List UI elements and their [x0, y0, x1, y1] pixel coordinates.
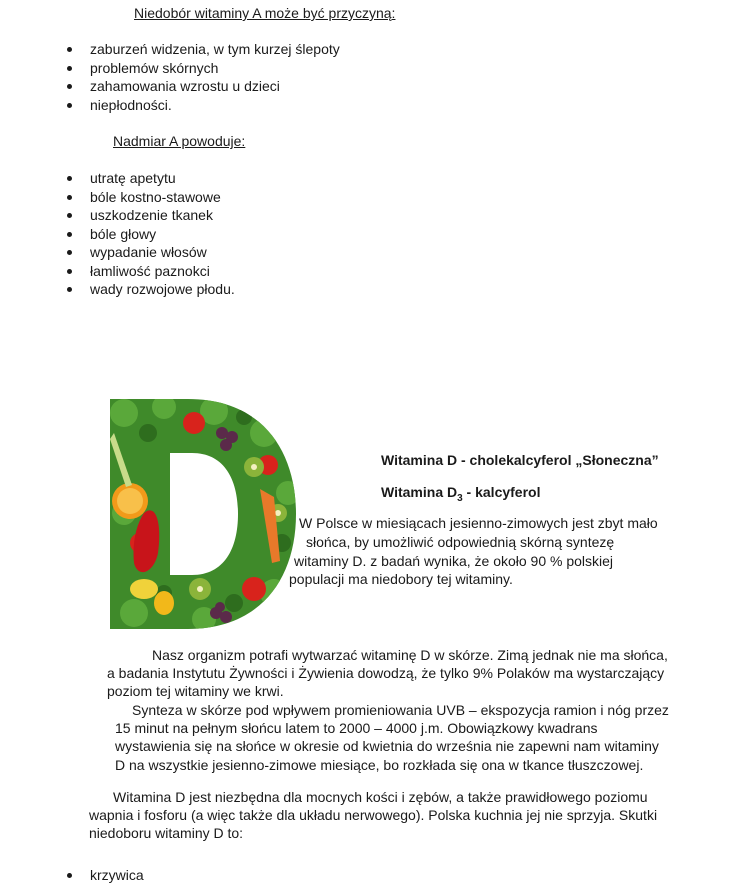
intro-line: populacji ma niedobory tej witaminy. — [289, 571, 513, 587]
vitamin-d3-prefix: Witamina D — [381, 484, 458, 500]
paragraph-line: niedoboru witaminy D to: — [89, 825, 244, 841]
vitamin-d-deficiency-list — [62, 866, 144, 885]
list-item: uszkodzenie tkanek — [62, 206, 235, 225]
list-item: zahamowania wzrostu u dzieci — [62, 77, 340, 96]
vitamin-d3-suffix: - kalcyferol — [462, 484, 541, 500]
list-item: bóle głowy — [62, 225, 235, 244]
vitamin-d3-title — [381, 484, 541, 504]
intro-line: witaminy D. z badań wynika, że około 90 % polskiej — [294, 553, 614, 569]
paragraph-line: wystawienia się na słońce w okresie od kwietnia do września nie zapewni nam witaminy — [115, 738, 659, 754]
vitamin-d3-subscript: 3 — [457, 492, 463, 504]
paragraph-line: poziom tej witaminy we krwi. — [107, 683, 284, 699]
paragraph-line: Nasz organizm potrafi wytwarzać witaminę D w skórze. Zimą jednak nie ma słońca, — [152, 647, 668, 663]
list-item: wypadanie włosów — [62, 243, 235, 262]
list-item: niepłodności. — [62, 96, 340, 115]
list-item: bóle kostno-stawowe — [62, 188, 235, 207]
list-item: problemów skórnych — [62, 59, 340, 78]
vitamin-a-deficiency-heading: Niedobór witaminy A może być przyczyną: — [134, 5, 396, 21]
list-item: krzywica — [62, 866, 144, 885]
intro-line: słońca, by umożliwić odpowiednią skórną syntezę — [306, 534, 615, 550]
list-item: utratę apetytu — [62, 169, 235, 188]
paragraph-line: Witamina D jest niezbędna dla mocnych kości i zębów, a także prawidłowego poziomu — [113, 789, 648, 805]
vitamin-a-deficiency-list — [62, 40, 340, 114]
vegetable-letter-d-image — [104, 393, 300, 635]
paragraph-line: D na wszystkie jesienno-zimowe miesiące, bo rozkłada się ona w tkance tłuszczowej. — [115, 757, 644, 773]
vitamin-a-excess-list — [62, 169, 235, 299]
vitamin-d-title: Witamina D - cholekalcyferol „Słoneczna” — [381, 452, 659, 468]
vitamin-a-excess-heading: Nadmiar A powoduje: — [113, 133, 246, 149]
list-item: łamliwość paznokci — [62, 262, 235, 281]
paragraph-line: a badania Instytutu Żywności i Żywienia dowodzą, że tylko 9% Polaków ma wystarczający — [107, 665, 665, 681]
paragraph-line: Synteza w skórze pod wpływem promieniowania UVB – ekspozycja ramion i nóg przez — [132, 702, 669, 718]
paragraph-line: 15 minut na pełnym słońcu latem to 2000 – 4000 j.m. Obowiązkowy kwadrans — [115, 720, 598, 736]
list-item: zaburzeń widzenia, w tym kurzej ślepoty — [62, 40, 340, 59]
list-item: wady rozwojowe płodu. — [62, 280, 235, 299]
intro-line: W Polsce w miesiącach jesienno-zimowych jest zbyt mało — [299, 515, 658, 531]
paragraph-line: wapnia i fosforu (a więc także dla układu nerwowego). Polska kuchnia jej nie sprzyja. Skutki — [89, 807, 658, 823]
